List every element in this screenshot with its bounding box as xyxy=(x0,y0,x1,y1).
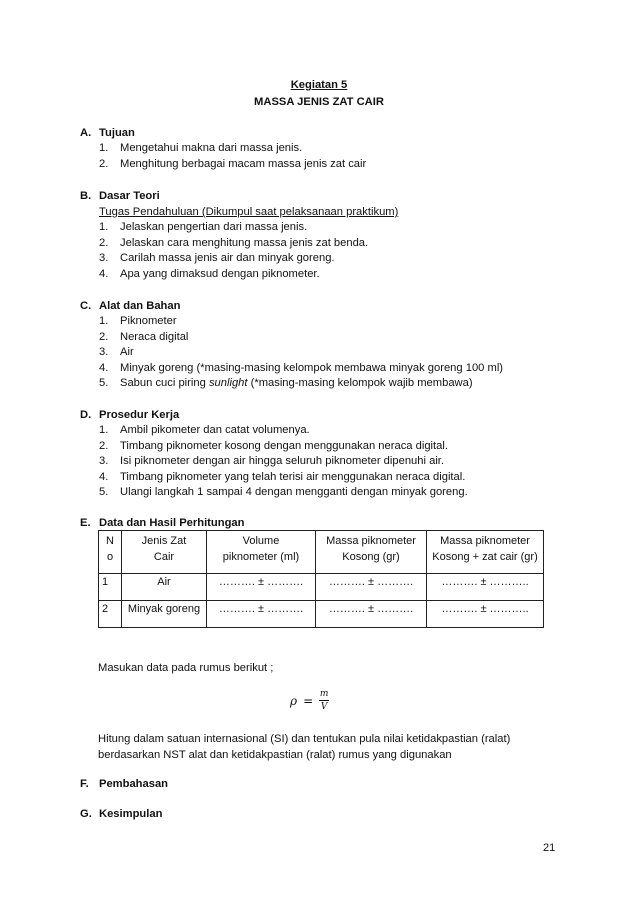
header-cell: Massa piknometer Kosong (gr) xyxy=(316,531,427,574)
section-prosedur-kerja: D. Prosedur Kerja 1. Ambil pikometer dan catat volumenya. 2. Timbang piknometer kosong dengan menggunakan neraca digital. 3. Isi piknometer dengan air hingga seluruh piknometer dipenuhi air. 4. Timbang piknometer yang telah terisi air menggunakan neraca digital. 5. Ulangi langkah 1 sampai 4 dengan mengganti dengan minyak goreng. xyxy=(80,407,580,501)
section-data: E. Data dan Hasil Perhitungan xyxy=(80,517,245,529)
section-subtitle: Tugas Pendahuluan (Dikumpul saat pelaksanaan praktikum) xyxy=(99,206,399,218)
list-item: 1. Mengetahui makna dari massa jenis. xyxy=(99,142,303,154)
section-title: Pembahasan xyxy=(99,778,169,790)
page-title: MASSA JENIS ZAT CAIR xyxy=(254,96,384,108)
section-alat-bahan: C. Alat dan Bahan 1. Piknometer 2. Neraca digital 3. Air 4. Minyak goreng (*masing-masing kelompok membawa minyak goreng 100 ml) 5. Sabun cuci piring sunlight (*masing-masing kelompok wajib membawa) xyxy=(80,298,580,392)
section-title: Alat dan Bahan xyxy=(99,300,181,312)
list-item: 2. Timbang piknometer kosong dengan menggunakan neraca digital. xyxy=(99,439,448,452)
density-formula: ρ = $\frac{m}{V}$ xyxy=(290,689,329,712)
list-item: 1. Ambil pikometer dan catat volumenya. xyxy=(99,424,310,436)
dasar-teori-list xyxy=(80,220,580,282)
list-item: 5. Ulangi langkah 1 sampai 4 dengan mengganti dengan minyak goreng. xyxy=(99,486,468,498)
alat-bahan-list xyxy=(80,314,580,392)
formula-intro: Masukan data pada rumus berikut ; xyxy=(98,662,274,674)
prosedur-list xyxy=(80,423,580,501)
header-cell: N o xyxy=(99,531,122,574)
list-item: 3. Carilah massa jenis air dan minyak goreng. xyxy=(99,252,335,264)
activity-number: Kegiatan 5 xyxy=(290,79,348,91)
section-title: Kesimpulan xyxy=(99,808,163,820)
list-item: 4. Apa yang dimaksud dengan piknometer. xyxy=(99,267,320,280)
table-row: 2 Minyak goreng ………. ± ………. ………. ± ………. ………. ± ……….. xyxy=(99,601,544,628)
section-kesimpulan: G. Kesimpulan xyxy=(80,808,163,820)
header-cell: Massa piknometer Kosong + zat cair (gr) xyxy=(427,531,544,574)
list-item: 2. Neraca digital xyxy=(99,330,189,343)
section-tujuan xyxy=(80,125,580,172)
section-title: Prosedur Kerja xyxy=(99,409,180,421)
list-item: 4. Minyak goreng (*masing-masing kelompok membawa minyak goreng 100 ml) xyxy=(99,361,504,374)
list-item: 4. Timbang piknometer yang telah terisi air menggunakan neraca digital. xyxy=(99,470,466,483)
list-item: 1. Jelaskan pengertian dari massa jenis. xyxy=(99,221,308,233)
section-title: Dasar Teori xyxy=(99,190,160,202)
list-item: 5. Sabun cuci piring sunlight (*masing-masing kelompok wajib membawa) xyxy=(99,377,473,389)
data-table xyxy=(98,530,544,628)
table-header-row xyxy=(99,531,544,574)
section-title: Tujuan xyxy=(99,127,135,139)
list-item: 2. Jelaskan cara menghitung massa jenis zat benda. xyxy=(99,236,369,249)
list-item: 2. Menghitung berbagai macam massa jenis zat cair xyxy=(99,157,367,170)
list-item: 1. Piknometer xyxy=(99,315,177,327)
section-dasar-teori: B. Dasar Teori Tugas Pendahuluan (Dikumpul saat pelaksanaan praktikum) 1. Jelaskan pengertian dari massa jenis. 2. Jelaskan cara menghitung massa jenis zat benda. 3. Carilah massa jenis air dan minyak goreng. 4. Apa yang dimaksud dengan piknometer. xyxy=(80,188,580,282)
section-letter: A. xyxy=(80,127,92,139)
section-pembahasan: F. Pembahasan xyxy=(80,778,169,790)
instruction-text: Hitung dalam satuan internasional (SI) dan tentukan pula nilai ketidakpastian (ralat) berdasarkan NST alat dan ketidakpastian (ralat) rumus yang digunakan xyxy=(98,733,511,761)
section-title: Data dan Hasil Perhitungan xyxy=(99,517,245,529)
header-cell: Volume piknometer (ml) xyxy=(207,531,316,574)
page-number: 21 xyxy=(543,842,556,854)
tujuan-list xyxy=(80,141,580,172)
list-item: 3. Isi piknometer dengan air hingga seluruh piknometer dipenuhi air. xyxy=(99,455,445,467)
table-row: 1 Air ………. ± ………. ………. ± ………. ………. ± ……….. xyxy=(99,574,544,601)
list-item: 3. Air xyxy=(99,346,134,358)
header-cell: Jenis Zat Cair xyxy=(122,531,207,574)
